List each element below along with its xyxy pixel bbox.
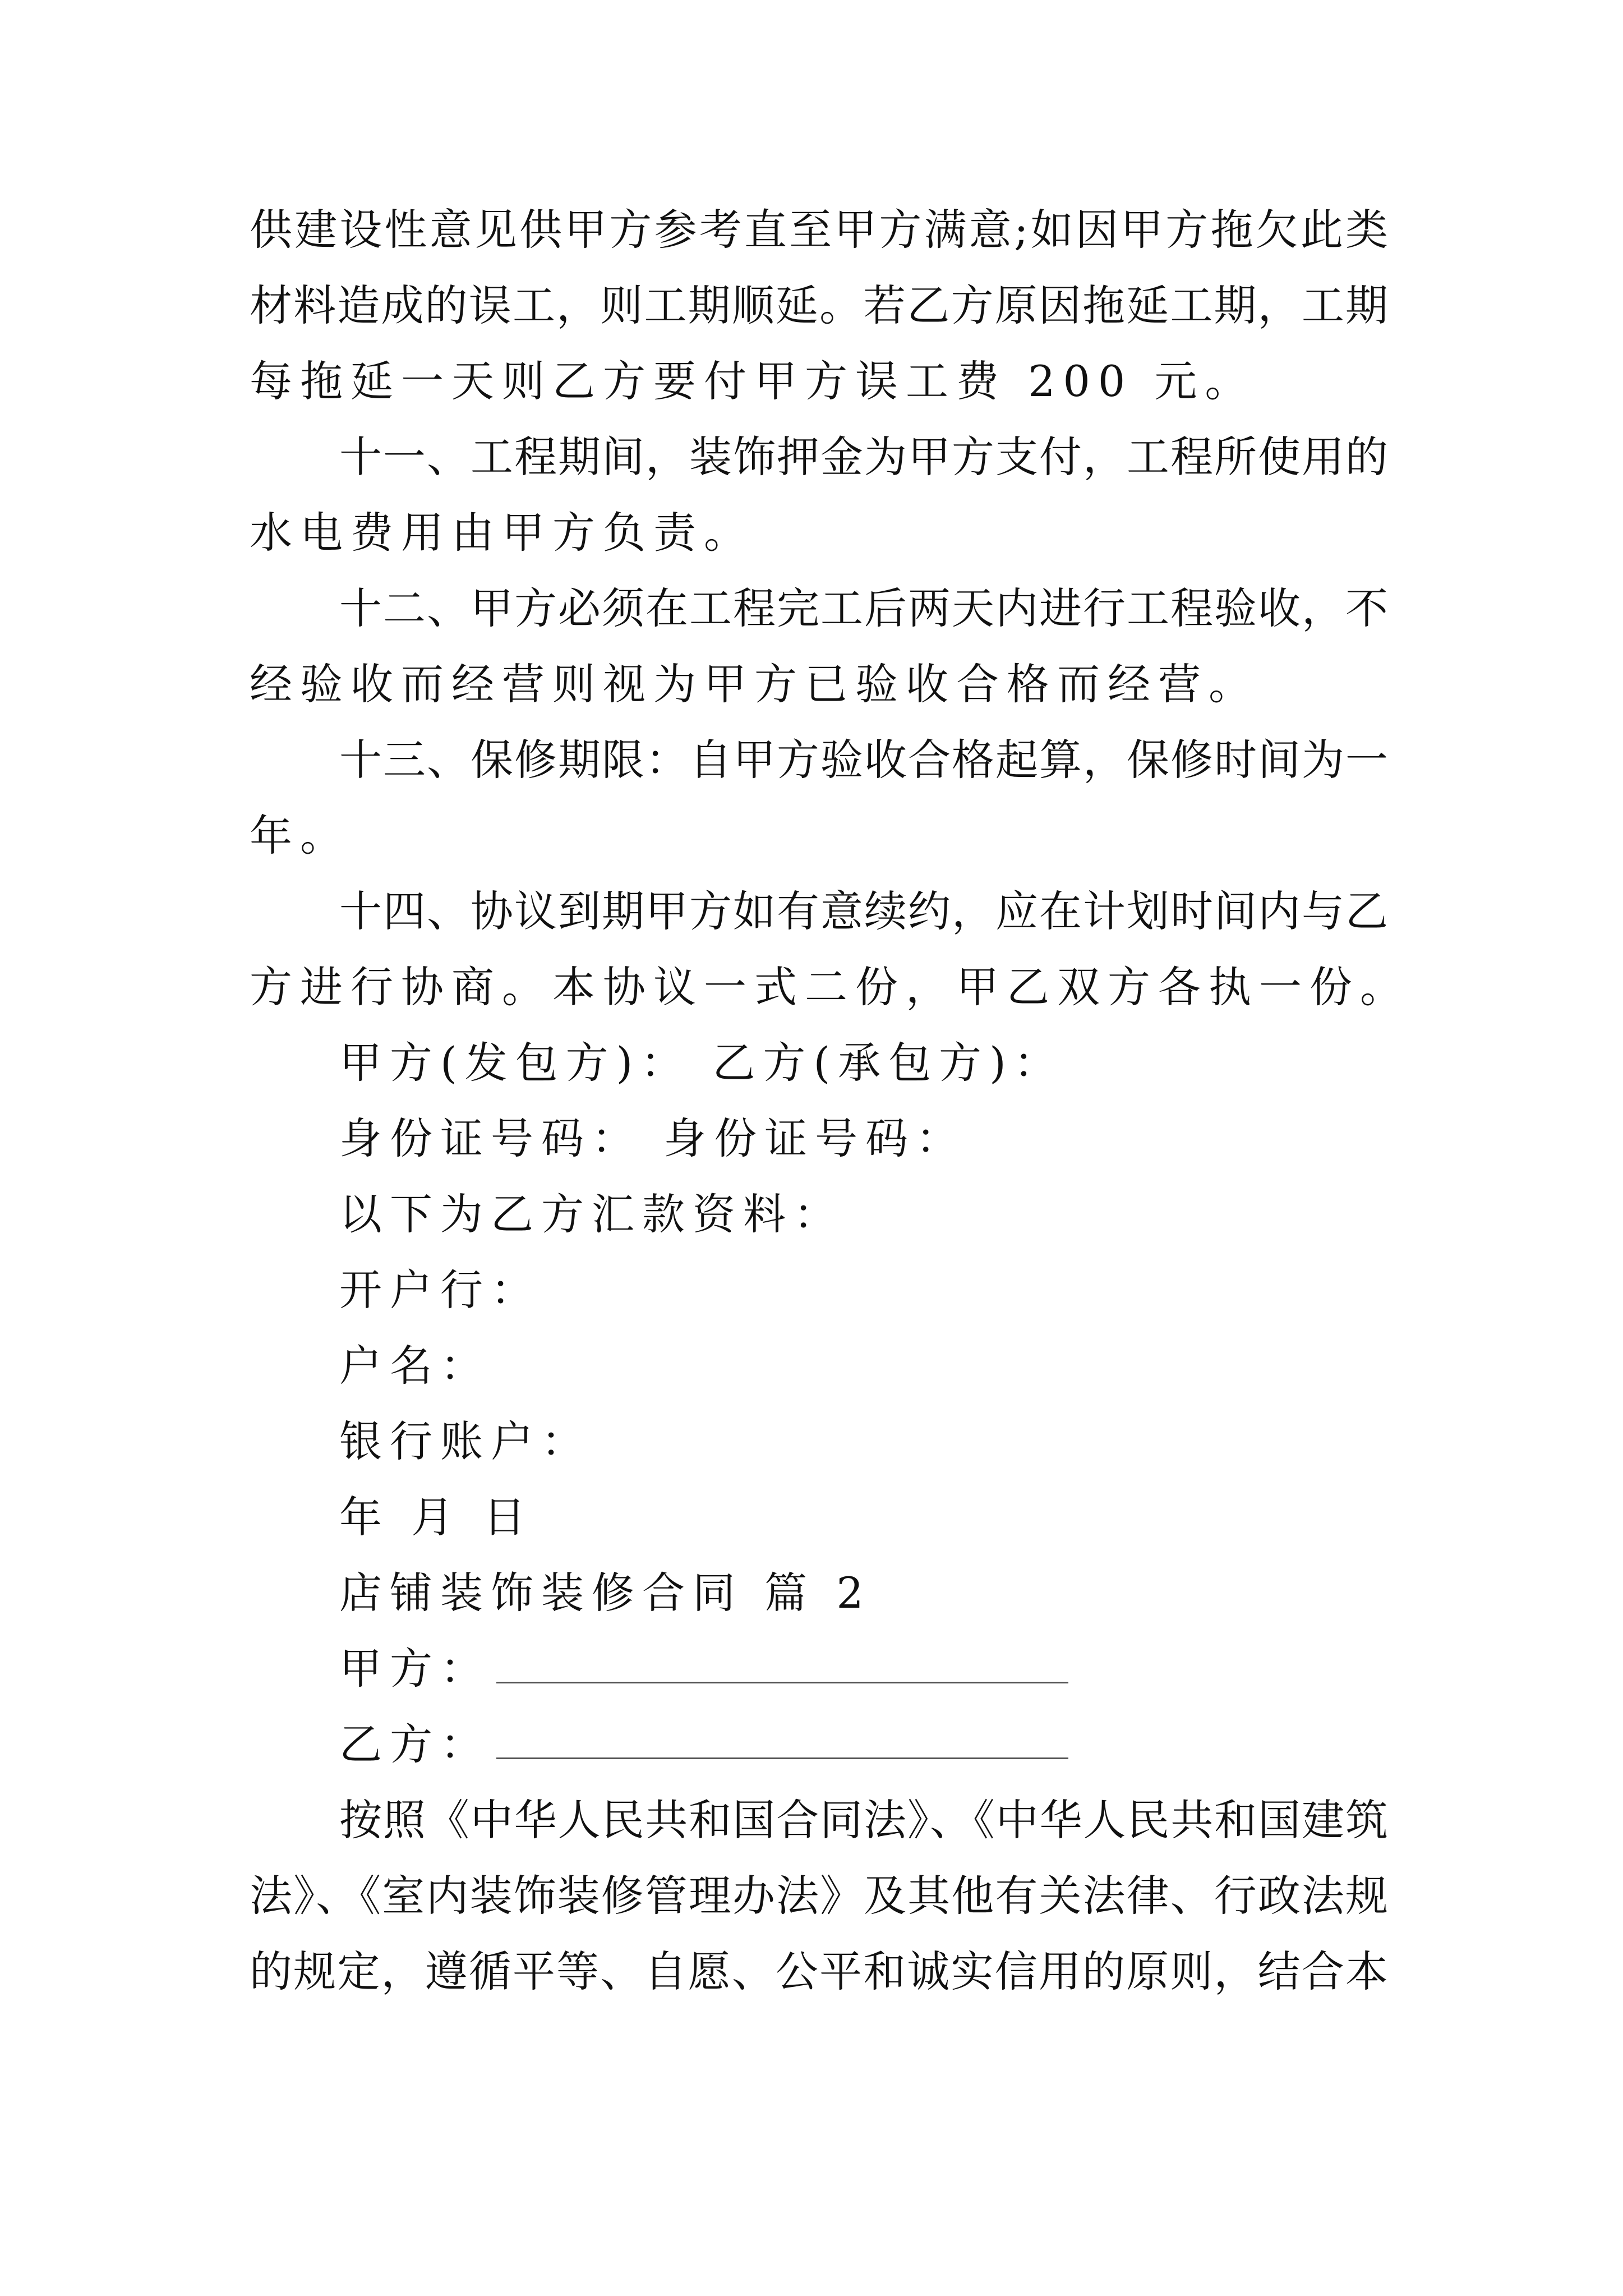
- clause-13-line: 年。: [250, 811, 351, 861]
- paragraph-line: 每拖延一天则乙方要付甲方误工费 200 元。: [250, 356, 1256, 406]
- clause-14-line: 方进行协商。本协议一式二份，甲乙双方各执一份。: [250, 962, 1410, 1012]
- section-title: 店铺装饰装修合同 篇 2: [339, 1568, 872, 1618]
- intro-line: 法》、《室内装饰装修管理办法》及其他有关法律、行政法规: [250, 1871, 1388, 1921]
- party-a-row: [339, 1641, 1068, 1697]
- party-b-label: 乙方：: [339, 1719, 491, 1769]
- bank-label: 开户行：: [339, 1265, 541, 1315]
- paragraph-line: 供建设性意见供甲方参考直至甲方满意;如因甲方拖欠此类: [250, 205, 1388, 255]
- clause-11-line: 水电费用由甲方负责。: [250, 508, 754, 558]
- date-line: 年 月 日: [339, 1492, 534, 1542]
- remit-intro: 以下为乙方汇款资料：: [339, 1189, 844, 1239]
- party-a-blank: [496, 1680, 1068, 1683]
- intro-line: 按照《中华人民共和国合同法》、《中华人民共和国建筑: [339, 1795, 1388, 1845]
- party-a-label: 甲方：: [339, 1644, 491, 1694]
- signature-id-numbers: 身份证号码： 身份证号码：: [339, 1114, 967, 1163]
- account-number-label: 银行账户：: [339, 1416, 592, 1466]
- clause-12-line: 经验收而经营则视为甲方已验收合格而经营。: [250, 659, 1259, 709]
- account-name-label: 户名：: [339, 1341, 491, 1391]
- intro-line: 的规定，遵循平等、自愿、公平和诚实信用的原则，结合本: [250, 1947, 1388, 1996]
- clause-12-line: 十二、甲方必须在工程完工后两天内进行工程验收，不: [339, 583, 1388, 633]
- clause-11-line: 十一、工程期间，装饰押金为甲方支付，工程所使用的: [339, 432, 1388, 482]
- party-b-blank: [496, 1755, 1068, 1759]
- signature-parties: 甲方(发包方)： 乙方(承包方)：: [339, 1038, 1064, 1088]
- paragraph-line: 材料造成的误工，则工期顺延。若乙方原因拖延工期，工期: [250, 280, 1388, 330]
- clause-14-line: 十四、协议到期甲方如有意续约，应在计划时间内与乙: [339, 886, 1388, 936]
- clause-13-line: 十三、保修期限：自甲方验收合格起算，保修时间为一: [339, 735, 1388, 785]
- party-b-row: [339, 1717, 1068, 1773]
